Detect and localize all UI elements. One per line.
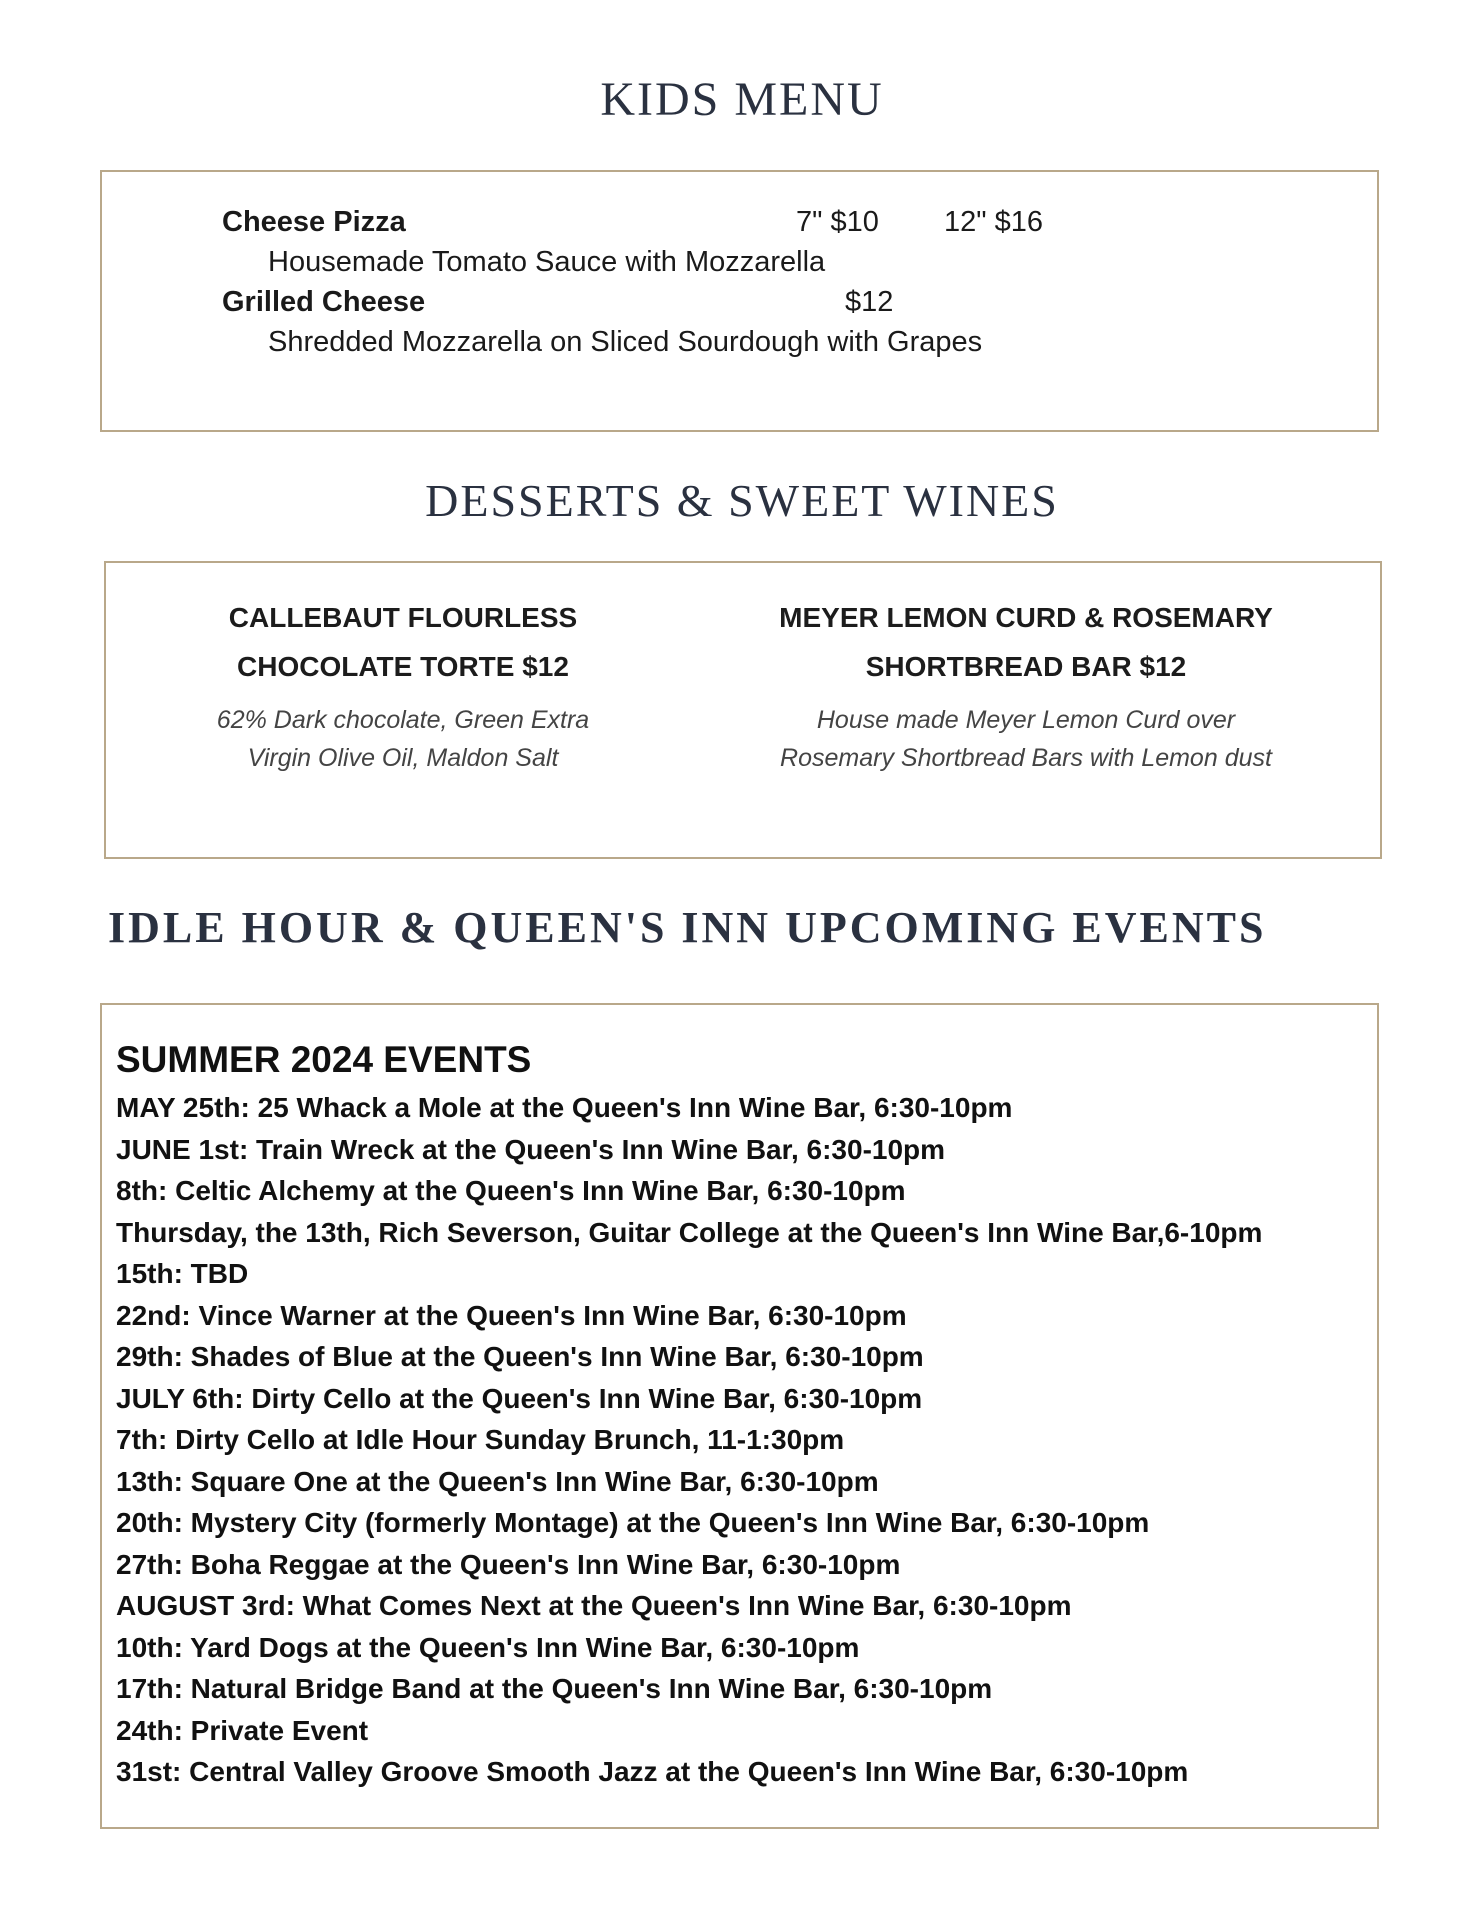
menu-item-description: Housemade Tomato Sauce with Mozzarella — [268, 246, 826, 278]
event-item: 15th: TBD — [116, 1258, 249, 1289]
event-item: MAY 25th: 25 Whack a Mole at the Queen's Inn Wine Bar, 6:30-10pm — [116, 1092, 1013, 1123]
menu-item-name: Grilled Cheese — [222, 286, 426, 318]
events-list — [116, 1087, 1262, 1793]
event-item: 17th: Natural Bridge Band at the Queen's Inn Wine Bar, 6:30-10pm — [116, 1673, 993, 1704]
event-item: AUGUST 3rd: What Comes Next at the Queen's Inn Wine Bar, 6:30-10pm — [116, 1590, 1072, 1621]
dessert-description-line: 62% Dark chocolate, Green Extra — [216, 706, 590, 734]
dessert-name-line: MEYER LEMON CURD & ROSEMARY — [779, 602, 1273, 633]
events-heading: IDLE HOUR & QUEEN'S INN UPCOMING EVENTS — [108, 903, 1267, 952]
event-item: 29th: Shades of Blue at the Queen's Inn Wine Bar, 6:30-10pm — [116, 1341, 924, 1372]
menu-item-description: Shredded Mozzarella on Sliced Sourdough with Grapes — [268, 326, 983, 358]
dessert-item — [123, 593, 683, 777]
event-item: 22nd: Vince Warner at the Queen's Inn Wine Bar, 6:30-10pm — [116, 1299, 907, 1331]
event-item: JULY 6th: Dirty Cello at the Queen's Inn Wine Bar, 6:30-10pm — [116, 1382, 923, 1414]
event-item: 10th: Yard Dogs at the Queen's Inn Wine Bar, 6:30-10pm — [116, 1631, 860, 1663]
menu-item-price-small: 7" $10 — [796, 206, 879, 238]
kids-menu-title: KIDS MENU — [600, 73, 884, 126]
dessert-description-line: Virgin Olive Oil, Maldon Salt — [247, 744, 559, 772]
dessert-description — [746, 701, 1306, 777]
event-item: 8th: Celtic Alchemy at the Queen's Inn Wine Bar, 6:30-10pm — [116, 1175, 906, 1206]
events-box — [100, 1003, 1379, 1829]
desserts-title: DESSERTS & SWEET WINES — [425, 475, 1059, 526]
menu-item-price-large: 12" $16 — [944, 206, 1043, 238]
event-item: 7th: Dirty Cello at Idle Hour Sunday Brunch, 11-1:30pm — [116, 1424, 845, 1455]
event-item: 27th: Boha Reggae at the Queen's Inn Wine Bar, 6:30-10pm — [116, 1548, 901, 1580]
event-item: Thursday, the 13th, Rich Severson, Guitar College at the Queen's Inn Wine Bar,6-10pm — [116, 1216, 1263, 1248]
event-item: JUNE 1st: Train Wreck at the Queen's Inn Wine Bar, 6:30-10pm — [116, 1133, 946, 1165]
menu-item-price: $12 — [845, 286, 894, 318]
dessert-name-line: SHORTBREAD BAR $12 — [865, 651, 1187, 682]
event-item: 31st: Central Valley Groove Smooth Jazz at the Queen's Inn Wine Bar, 6:30-10pm — [116, 1756, 1189, 1787]
dessert-item — [746, 593, 1306, 777]
dessert-description — [123, 701, 683, 777]
kids-menu-box — [100, 170, 1379, 432]
dessert-name-line: CALLEBAUT FLOURLESS — [228, 602, 578, 633]
events-subtitle: SUMMER 2024 EVENTS — [116, 1039, 532, 1080]
menu-item-name: Cheese Pizza — [222, 206, 406, 238]
desserts-box — [104, 561, 1382, 859]
dessert-description-line: Rosemary Shortbread Bars with Lemon dust — [780, 744, 1272, 772]
dessert-description-line: House made Meyer Lemon Curd over — [816, 706, 1236, 734]
dessert-name-line: CHOCOLATE TORTE $12 — [237, 651, 569, 682]
event-item: 24th: Private Event — [116, 1714, 369, 1746]
event-item: 20th: Mystery City (formerly Montage) at the Queen's Inn Wine Bar, 6:30-10pm — [116, 1507, 1150, 1538]
event-item: 13th: Square One at the Queen's Inn Wine Bar, 6:30-10pm — [116, 1465, 879, 1497]
